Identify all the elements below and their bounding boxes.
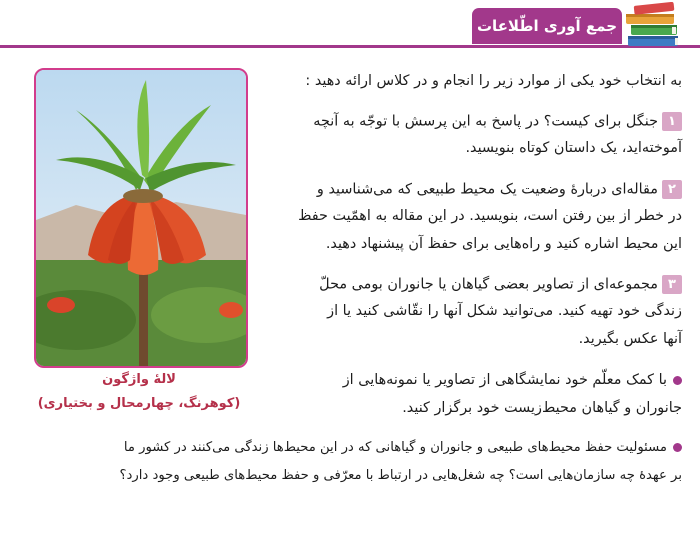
bullet-2-line-1: مسئولیت حفظ محیط‌های طبیعی و جانوران و گیاهانی که در این محیط‌ها زندگی می‌کنند در کشور ما (124, 440, 682, 455)
flower-photo (34, 68, 248, 368)
item-1-line-2: آموخته‌اید، یک داستان کوتاه بنویسید. (465, 140, 682, 156)
bullet-icon (673, 376, 682, 385)
item-2-line-2: در خطر از بین رفتن است، بنویسید. در این مقاله به اهمّیت حفظ (298, 208, 682, 224)
item-number-badge: ۱ (662, 112, 682, 131)
intro-text: به انتخاب خود یکی از موارد زیر را انجام و در کلاس ارائه دهید : (305, 73, 682, 89)
item-3-line-2: زندگی خود تهیه کنید. می‌توانید شکل آنها را نقّاشی کنید یا از (327, 303, 682, 319)
header-rule (0, 45, 700, 48)
bullet-1-line-2: جانوران و گیاهان محیط‌زیست خود برگزار کنید. (402, 400, 682, 416)
bullet-2-line-2: بر عهدهٔ چه سازمان‌هایی است؟ چه شغل‌هایی در ارتباط با معرّفی و حفظ محیط‌های طبیعی وجود دارد؟ (119, 468, 682, 483)
bullet-icon (673, 443, 682, 452)
item-2-line-1: ۲مقاله‌ای دربارهٔ وضعیت یک محیط طبیعی که می‌شناسید و (317, 180, 682, 199)
item-number-badge: ۳ (662, 275, 682, 294)
books-icon (622, 2, 684, 50)
photo-caption-location: (کوهرنگ، چهارمحال و بختیاری) (37, 396, 241, 411)
item-1-line-1: ۱جنگل برای کیست؟ در پاسخ به این پرسش با توجّه به آنچه (313, 112, 682, 131)
photo-caption-name: لالهٔ واژگون (102, 372, 176, 387)
item-3-line-1: ۳مجموعه‌ای از تصاویر بعضی گیاهان یا جانوران بومی محلّ (319, 275, 682, 294)
item-2-line-3: این محیط اشاره کنید و راه‌هایی برای حفظ آن پیشنهاد دهید. (325, 236, 682, 252)
item-3-line-3: آنها عکس بگیرید. (578, 331, 682, 347)
section-title: جمع آوری اطّلاعات (472, 8, 622, 44)
bullet-1-line-1: با کمک معلّم خود نمایشگاهی از تصاویر یا نمونه‌هایی از (343, 372, 682, 388)
item-number-badge: ۲ (662, 180, 682, 199)
